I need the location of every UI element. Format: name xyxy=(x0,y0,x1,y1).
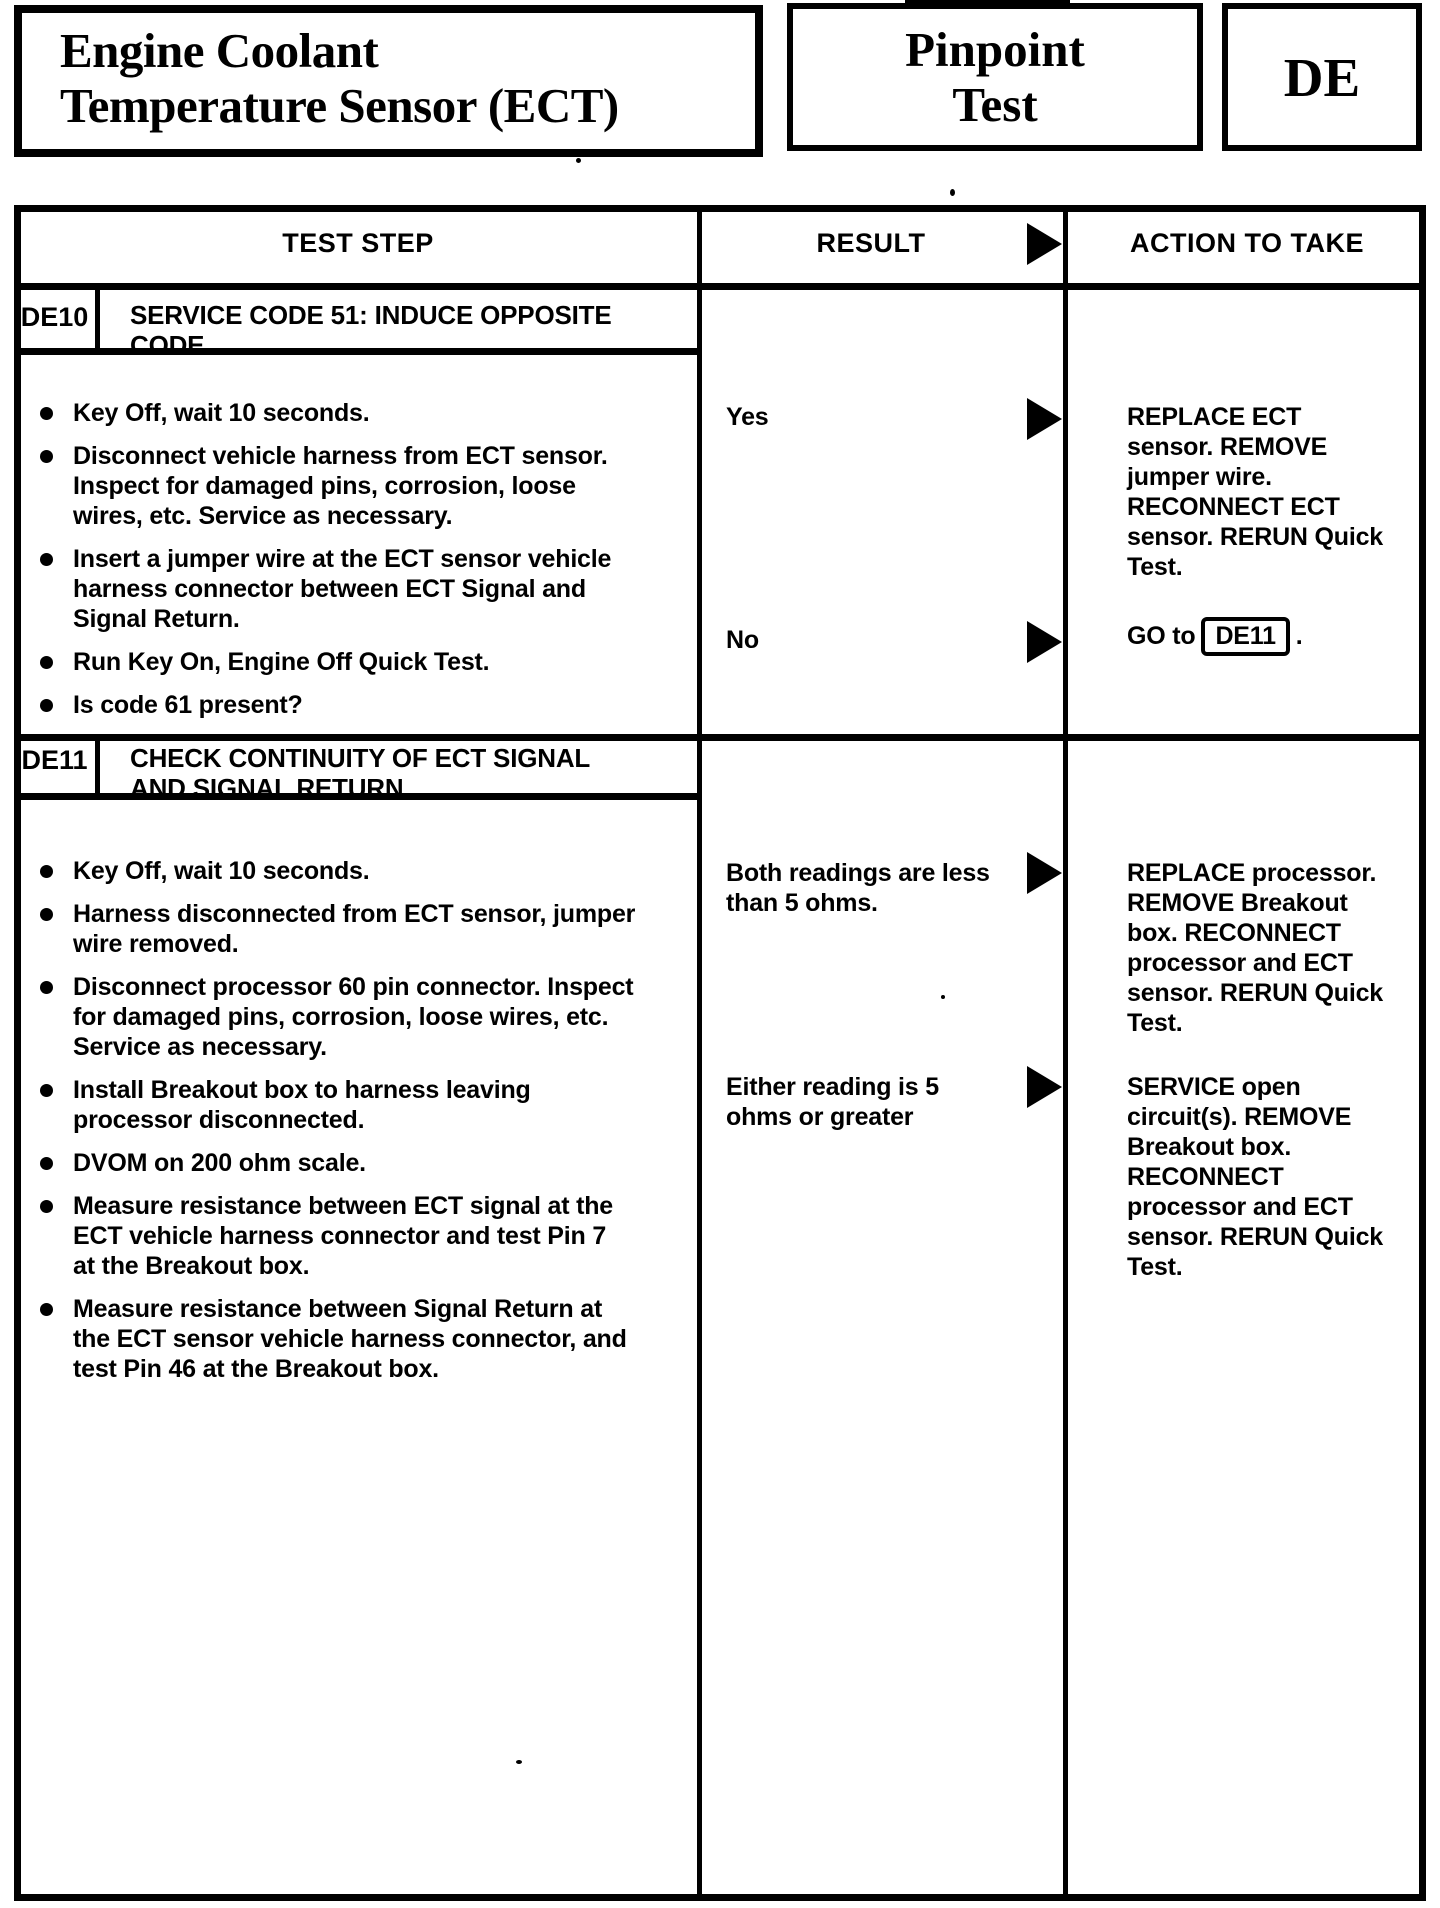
bullet-icon xyxy=(40,1084,53,1097)
column-header-result: RESULT xyxy=(816,228,926,258)
bullet-icon xyxy=(40,1157,53,1170)
action-text: REPLACE ECT sensor. REMOVE jumper wire. RECONNECT ECT sensor. RERUN Quick Test. xyxy=(1127,403,1384,581)
bullet-icon xyxy=(40,981,53,994)
step-item xyxy=(40,441,692,531)
step-text: Install Breakout box to harness leaving processor disconnected. xyxy=(73,1076,531,1134)
bullet-icon xyxy=(40,1303,53,1316)
column-divider-2 xyxy=(1063,205,1068,1901)
step-text: DVOM on 200 ohm scale. xyxy=(73,1149,366,1177)
step-text: Key Off, wait 10 seconds. xyxy=(73,399,370,427)
doc-type-line2: Test xyxy=(952,77,1038,132)
doc-type-line1: Pinpoint xyxy=(905,22,1085,77)
result-text: No xyxy=(726,626,759,654)
result-text: Both readings are less than 5 ohms. xyxy=(726,859,990,917)
step-text: Disconnect processor 60 pin connector. Inspect for damaged pins, corrosion, loose wires, etc. Service as necessary. xyxy=(73,973,634,1061)
result-arrow-icon xyxy=(1027,1066,1062,1108)
component-title-box xyxy=(14,5,763,157)
column-header-test-step: TEST STEP xyxy=(282,228,434,258)
bullet-icon xyxy=(40,656,53,669)
scan-speck xyxy=(950,189,955,196)
bullet-icon xyxy=(40,450,53,463)
step-title: CHECK CONTINUITY OF ECT SIGNAL AND SIGNAL RETURN xyxy=(130,743,591,803)
scan-speck xyxy=(516,1760,522,1764)
step-text: Is code 61 present? xyxy=(73,691,303,719)
column-header-action: ACTION TO TAKE xyxy=(1130,228,1364,258)
step-text: Insert a jumper wire at the ECT sensor vehicle harness connector between ECT Signal and Signal Return. xyxy=(73,545,612,633)
result-text: Either reading is 5 ohms or greater xyxy=(726,1073,939,1131)
action-text: SERVICE open circuit(s). REMOVE Breakout box. RECONNECT processor and ECT sensor. RERUN Quick Test. xyxy=(1127,1073,1384,1281)
bullet-icon xyxy=(40,699,53,712)
step-item xyxy=(40,972,692,1062)
step-text: Measure resistance between ECT signal at the ECT vehicle harness connector and test Pin 7 at the Breakout box. xyxy=(73,1192,614,1280)
goto-prefix: GO to xyxy=(1127,622,1196,650)
step-item xyxy=(40,1148,692,1178)
scan-speck xyxy=(576,158,581,163)
step-text: Harness disconnected from ECT sensor, jumper wire removed. xyxy=(73,900,636,958)
step-item xyxy=(40,1191,692,1281)
section-divider xyxy=(14,734,1426,741)
page-code-box xyxy=(1222,3,1422,151)
step-item xyxy=(40,899,692,959)
step-text: Disconnect vehicle harness from ECT sensor. Inspect for damaged pins, corrosion, loose wires, etc. Service as necessary. xyxy=(73,442,608,530)
component-title-line2: Temperature Sensor (ECT) xyxy=(60,78,619,133)
step-title: SERVICE CODE 51: INDUCE OPPOSITE CODE xyxy=(130,300,612,360)
step-item xyxy=(40,690,692,720)
header-row-divider xyxy=(14,283,1426,290)
section-de10-title-box xyxy=(14,290,702,360)
result-arrow-icon xyxy=(1027,621,1062,663)
action-text: REPLACE processor. REMOVE Breakout box. RECONNECT processor and ECT sensor. RERUN Quick Test. xyxy=(1127,859,1384,1037)
step-code: DE10 xyxy=(20,302,89,332)
result-text: Yes xyxy=(726,403,769,431)
step-code: DE11 xyxy=(21,745,88,775)
step-item xyxy=(40,544,692,634)
step-code-badge xyxy=(14,290,100,348)
result-arrow-icon xyxy=(1027,398,1062,440)
bullet-icon xyxy=(40,908,53,921)
page-code: DE xyxy=(1283,46,1361,108)
component-title-line1: Engine Coolant xyxy=(60,23,379,78)
column-divider-1 xyxy=(697,205,702,1901)
step-item xyxy=(40,398,692,428)
step-item xyxy=(40,1294,692,1384)
step-item xyxy=(40,856,692,886)
step-text: Key Off, wait 10 seconds. xyxy=(73,857,370,885)
step-item xyxy=(40,1075,692,1135)
step-item xyxy=(40,647,692,677)
goto-suffix: . xyxy=(1295,622,1303,650)
bullet-icon xyxy=(40,553,53,566)
result-arrow-icon xyxy=(1027,223,1062,265)
bullet-icon xyxy=(40,865,53,878)
section-de11-title-box xyxy=(14,741,702,803)
step-text: Measure resistance between Signal Return at the ECT sensor vehicle harness connector, and test Pin 46 at the Breakout box. xyxy=(73,1295,627,1383)
doc-type-box xyxy=(787,3,1203,151)
action-goto-row xyxy=(1127,617,1423,656)
scan-speck xyxy=(941,995,945,999)
bullet-icon xyxy=(40,407,53,420)
bullet-icon xyxy=(40,1200,53,1213)
step-text: Run Key On, Engine Off Quick Test. xyxy=(73,648,490,676)
goto-de11-reference: DE11 xyxy=(1201,617,1289,656)
test-step-list-de10 xyxy=(40,398,692,733)
step-code-badge xyxy=(14,741,100,793)
test-step-list-de11 xyxy=(40,856,692,1397)
result-arrow-icon xyxy=(1027,852,1062,894)
